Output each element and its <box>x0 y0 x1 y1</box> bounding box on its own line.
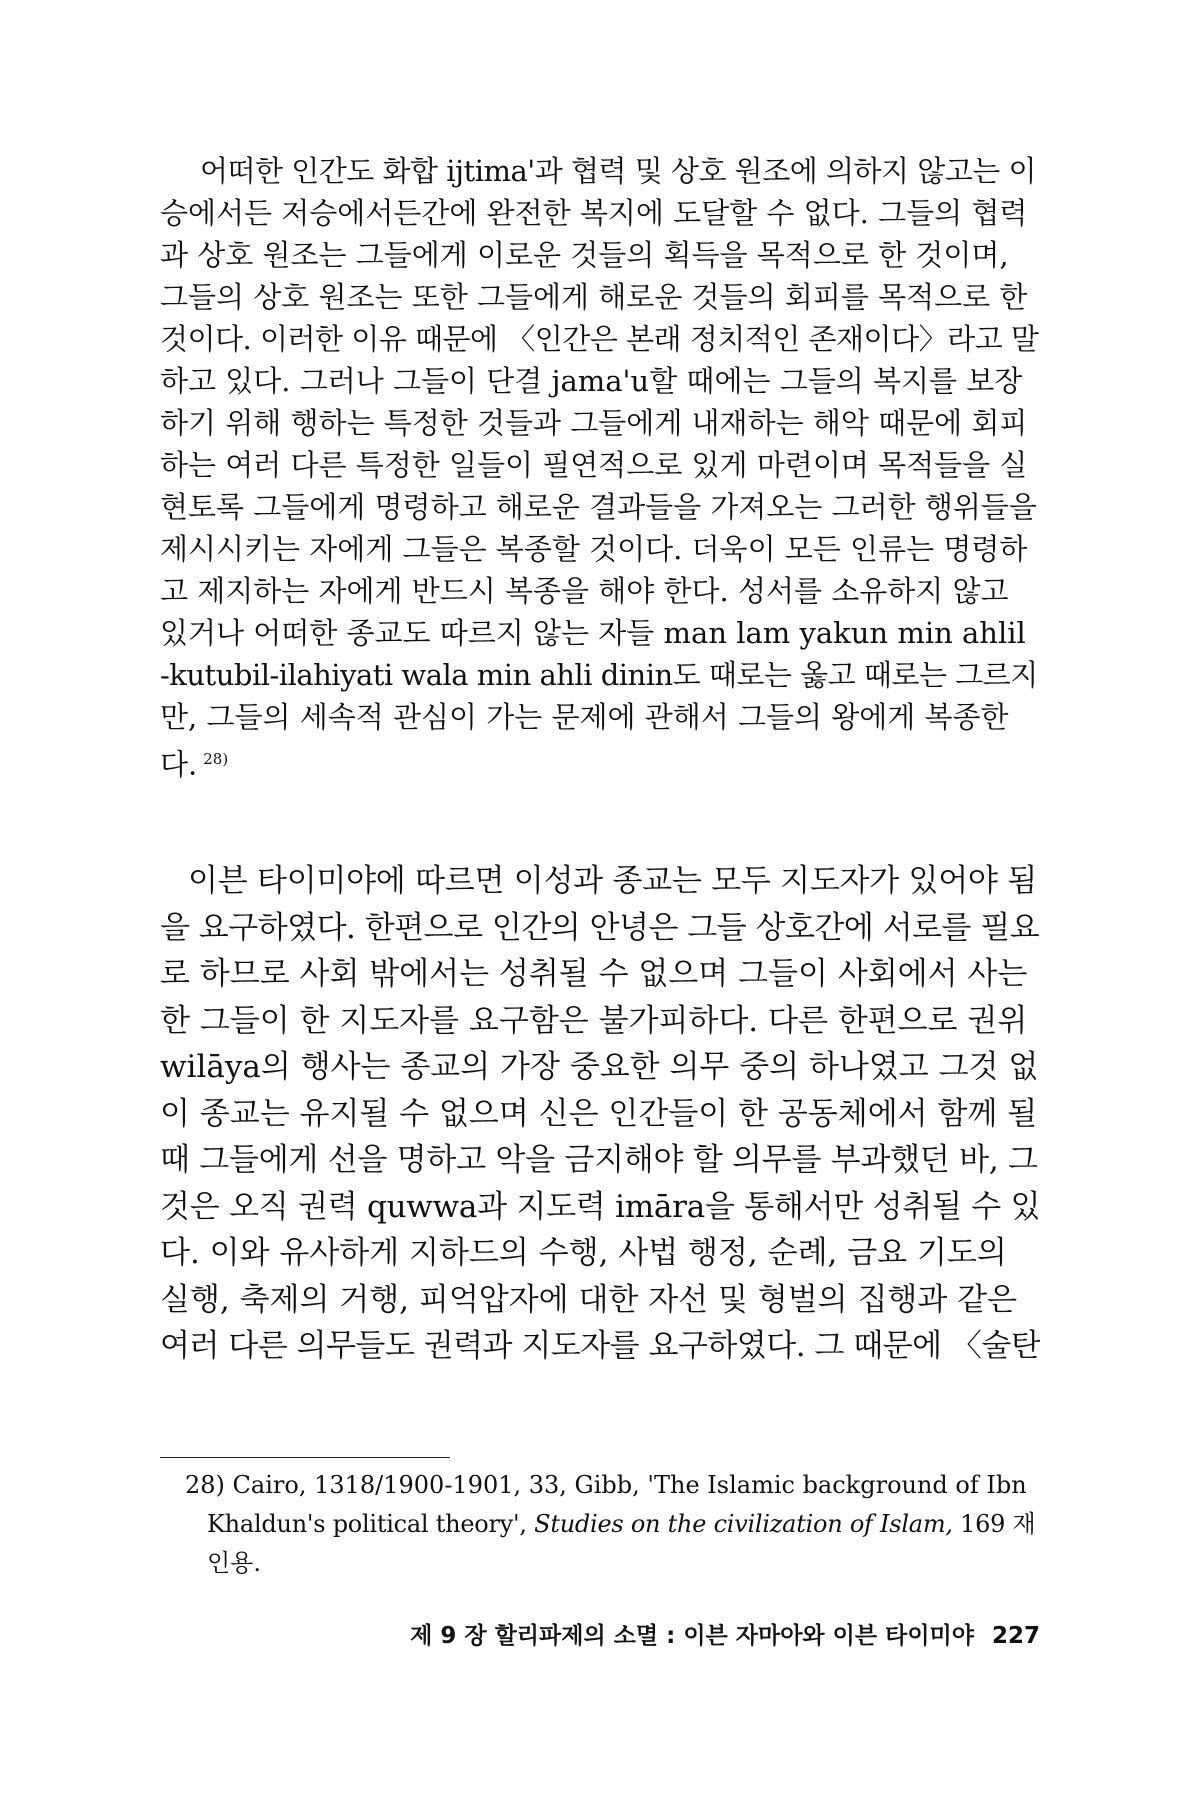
quote-line: 그들의 상호 원조는 또한 그들에게 해로운 것들의 회피를 목적으로 한 <box>160 280 1028 314</box>
quote-line: 어떠한 인간도 화합 ijtima'과 협력 및 상호 원조에 의하지 않고는 이 <box>200 154 1036 188</box>
quote-line: 만, 그들의 세속적 관심이 가는 문제에 관해서 그들의 왕에게 복종한 <box>160 700 1009 734</box>
body-line: 이븐 타이미야에 따르면 이성과 종교는 모두 지도자가 있어야 됨 <box>188 863 1037 899</box>
body-paragraph <box>160 858 1040 1370</box>
quote-line: 있거나 어떠한 종교도 따르지 않는 자들 man lam yakun min ahlil <box>160 616 1026 650</box>
quote-line: 과 상호 원조는 그들에게 이로운 것들의 획득을 목적으로 한 것이며, <box>160 238 1009 272</box>
footnote-marker: 28) <box>185 1471 225 1499</box>
quote-line: 제시시키는 자에게 그들은 복종할 것이다. 더욱이 모든 인류는 명령하 <box>160 532 1028 566</box>
footnote-line <box>185 1466 1040 1505</box>
body-line: 이 종교는 유지될 수 없으며 신은 인간들이 한 공동체에서 함께 될 <box>160 1095 1038 1132</box>
body-line: 때 그들에게 선을 명하고 악을 금지해야 할 의무를 부과했던 바, 그 <box>160 1142 1038 1178</box>
footnote-text: Khaldun's political theory', <box>207 1510 535 1538</box>
quote-line: 고 제지하는 자에게 반드시 복종을 해야 한다. 성서를 소유하지 않고 <box>160 574 1009 608</box>
footnote-divider <box>160 1457 450 1458</box>
quote-line: 하고 있다. 그러나 그들이 단결 jama'u할 때에는 그들의 복지를 보장 <box>160 364 1023 398</box>
footnote-text: Cairo, 1318/1900-1901, 33, Gibb, 'The Islamic background of Ibn <box>232 1471 1027 1499</box>
body-line: 을 요구하였다. 한편으로 인간의 안녕은 그들 상호간에 서로를 필요 <box>160 909 1040 946</box>
quote-line-text: 다. <box>160 747 198 782</box>
footnote-book-title: Studies on the civilization of Islam, <box>534 1510 953 1538</box>
page-number: 227 <box>991 1623 1040 1649</box>
body-line: 로 하므로 사회 밖에서는 성취될 수 없으며 그들이 사회에서 사는 <box>160 956 1028 992</box>
block-quote <box>160 150 1040 786</box>
quote-line: 승에서든 저승에서든간에 완전한 복지에 도달할 수 없다. 그들의 협력 <box>160 196 1028 230</box>
body-line: 실행, 축제의 거행, 피억압자에 대한 자선 및 형벌의 집행과 같은 <box>160 1281 1018 1318</box>
footnote <box>185 1466 1040 1583</box>
page-footer <box>330 1617 1040 1650</box>
footnote-reference[interactable]: 28) <box>203 750 229 768</box>
quote-line: 것이다. 이러한 이유 때문에 〈인간은 본래 정치적인 존재이다〉라고 말 <box>160 322 1039 356</box>
quote-line: 하는 여러 다른 특정한 일들이 필연적으로 있게 마련이며 목적들을 실 <box>160 448 1028 482</box>
running-head: 제 9 장 할리파제의 소멸 : 이븐 자마아와 이븐 타이미야 <box>410 1623 974 1649</box>
footnote-line <box>185 1505 1040 1544</box>
footnote-line: 인용. <box>207 1549 261 1577</box>
quote-line: 현토록 그들에게 명령하고 해로운 결과들을 가져오는 그러한 행위들을 <box>160 490 1037 524</box>
body-line: wilāya의 행사는 종교의 가장 중요한 의무 중의 하나였고 그것 없 <box>160 1049 1039 1085</box>
body-line: 한 그들이 한 지도자를 요구함은 불가피하다. 다른 한편으로 권위 <box>160 1002 1028 1039</box>
quote-last-line <box>160 738 1040 786</box>
body-line: 다. 이와 유사하게 지하드의 수행, 사법 행정, 순례, 금요 기도의 <box>160 1235 1007 1271</box>
quote-line: -kutubil-ilahiyati wala min ahli dinin도 때로는 옳고 때로는 그르지 <box>160 658 1038 692</box>
body-line: 것은 오직 권력 quwwa과 지도력 imāra을 통해서만 성취될 수 있 <box>160 1188 1040 1225</box>
body-line: 여러 다른 의무들도 권력과 지도자를 요구하였다. 그 때문에 〈술탄 <box>160 1328 1040 1364</box>
quote-line: 하기 위해 행하는 특정한 것들과 그들에게 내재하는 해악 때문에 회피 <box>160 406 1028 440</box>
footnote-text: 169 재 <box>952 1510 1036 1538</box>
